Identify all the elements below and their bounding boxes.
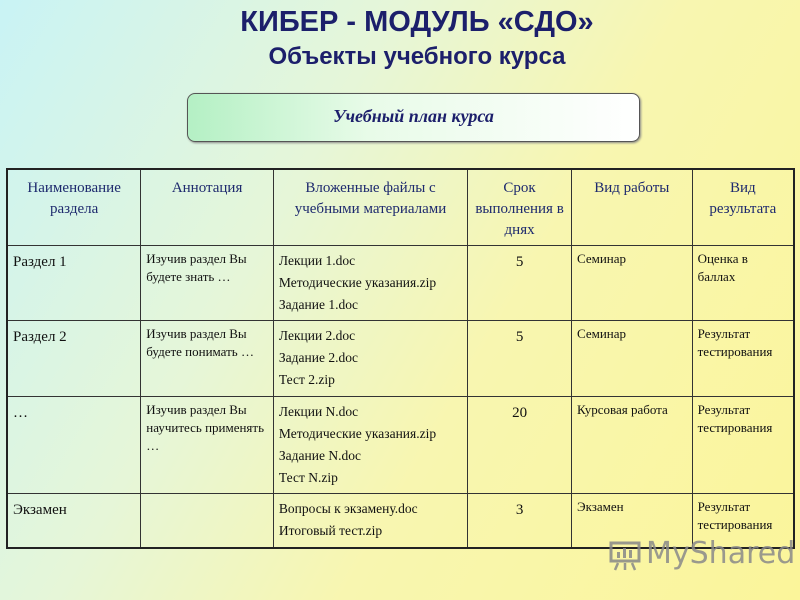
result-type-cell: Результат тестирования [692,397,794,494]
file-link[interactable]: Задание 2.doc [278,350,358,365]
deadline-cell: 3 [468,494,572,548]
table-row [7,321,794,397]
result-type-cell: Оценка в баллах [692,246,794,321]
table-row [7,246,794,321]
myshared-watermark [608,536,795,571]
watermark-text: MyShared [646,536,796,571]
work-type-cell: Курсовая работа [572,397,693,494]
work-type-cell: Семинар [572,321,693,397]
header-annotation: Аннотация [141,169,274,246]
header-result-type: Вид результата [692,169,794,246]
annotation-cell: Изучив раздел Вы научитесь применять … [141,397,274,494]
file-link[interactable]: Тест N.zip [278,470,338,485]
result-type-cell: Результат тестирования [692,321,794,397]
annotation-cell: Изучив раздел Вы будете понимать … [141,321,274,397]
files-cell [273,246,467,321]
deadline-cell: 5 [468,321,572,397]
result-type-cell: Результат тестирования [692,494,794,548]
table-row [7,397,794,494]
deadline-cell: 5 [468,246,572,321]
file-link[interactable]: Вопросы к экзамену.doc [278,501,418,516]
files-cell [273,397,467,494]
annotation-cell: Изучив раздел Вы будете знать … [141,246,274,321]
file-link[interactable]: Задание 1.doc [278,297,358,312]
header-files: Вложенные файлы с учебными материалами [273,169,467,246]
files-cell [273,494,467,548]
section-name-cell: … [7,397,141,494]
header-section-name: Наименование раздела [7,169,141,246]
file-link[interactable]: Задание N.doc [278,448,361,463]
course-plan-label: Учебный план курса [333,106,494,126]
file-link[interactable]: Итоговый тест.zip [278,523,383,538]
work-type-cell: Экзамен [572,494,693,548]
file-link[interactable]: Лекции 1.doc [278,253,356,268]
header-deadline: Срок выполнения в днях [468,169,572,246]
section-name-cell: Раздел 2 [7,321,141,397]
file-link[interactable]: Методические указания.zip [278,426,437,441]
course-plan-button[interactable] [187,93,640,142]
section-name-cell: Раздел 1 [7,246,141,321]
annotation-cell [141,494,274,548]
files-cell [273,321,467,397]
work-type-cell: Семинар [572,246,693,321]
deadline-cell: 20 [468,397,572,494]
slide-subtitle: Объекты учебного курса [268,43,566,70]
file-link[interactable]: Лекции 2.doc [278,328,356,343]
section-name-cell: Экзамен [7,494,141,548]
presentation-board-icon [608,537,642,571]
slide-title: КИБЕР - МОДУЛЬ «СДО» [240,6,594,38]
file-link[interactable]: Тест 2.zip [278,372,335,387]
header-work-type: Вид работы [572,169,693,246]
course-objects-table [6,168,795,549]
file-link[interactable]: Методические указания.zip [278,275,437,290]
file-link[interactable]: Лекции N.doc [278,404,359,419]
